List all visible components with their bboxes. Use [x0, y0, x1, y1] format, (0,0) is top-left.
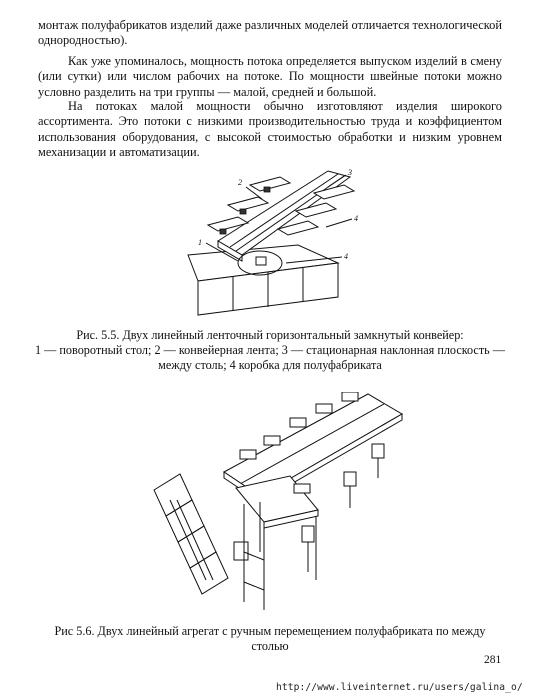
figure-aggregate-illustration: [140, 392, 410, 617]
figure1-label-4a: 4: [354, 214, 358, 223]
figure-conveyor-illustration: [178, 163, 368, 323]
paragraph-low-power: На потоках малой мощности обычно изготовляют изделия широкого ассортимента. Это потоки с низкими производительностью труда и коэффициентом использования оборудования, с высокой стоимостью обработки и низким уровнем механизации и автоматизации.: [38, 99, 502, 160]
figure1-label-1: 1: [198, 238, 202, 247]
source-url[interactable]: http://www.liveinternet.ru/users/galina_o/: [276, 682, 523, 693]
figure1-label-2: 2: [238, 178, 242, 187]
figure1-label-3: 3: [348, 168, 352, 177]
figure1-label-4b: 4: [344, 252, 348, 261]
plan-view-schematic: [154, 474, 228, 594]
sewing-aggregate-table: [224, 394, 402, 610]
paragraph-power: Как уже упоминалось, мощность потока определяется выпуском изделий в смену (или сутки) или числом рабочих на потоке. По мощности швейные потоки можно условно разделить на три группы — малой, средней и большой.: [38, 54, 502, 99]
paragraph-continuation: монтаж полуфабрикатов изделий даже различных моделей отличается технологической однородностью).: [38, 18, 502, 48]
page-number: 281: [484, 654, 502, 666]
part-box: [256, 257, 266, 265]
figure2-caption: Рис 5.6. Двух линейный агрегат с ручным перемещением полуфабриката по между столью: [54, 624, 486, 653]
figure1-caption: Рис. 5.5. Двух линейный ленточный горизонтальный замкнутый конвейер: 1 — поворотный стол; 2 — конвейерная лента; 3 — стационарная наклонная плоскость — между столь; 4 коробка для полуфабриката: [35, 328, 505, 372]
